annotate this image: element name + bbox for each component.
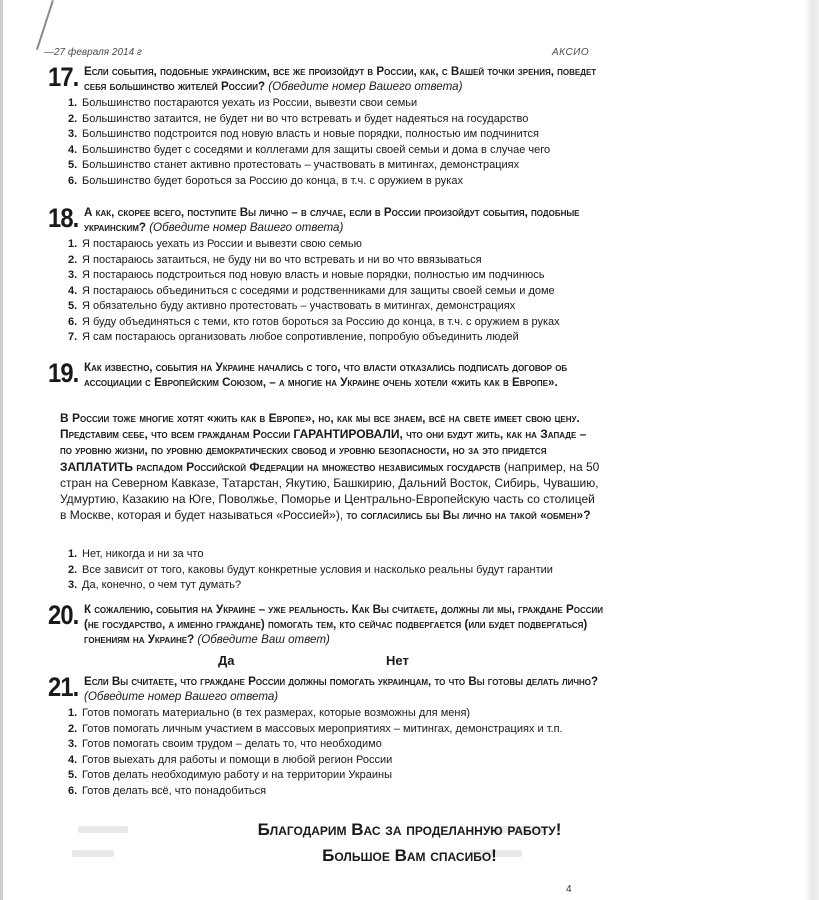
question-text: Если события, подобные украинским, все же произойдут в России, как, с Вашей точки зрения, поведет себя большинство жителей России? (Обведите номер Вашего ответа) [84, 65, 597, 93]
thanks-line-1: Благодарим Вас за проделанную работу! [257, 820, 562, 839]
question-number: 19. [48, 358, 79, 388]
answer-option[interactable]: 1. Большинство постараются уехать из России, вывезти свои семьи [68, 97, 418, 109]
question-text: А как, скорее всего, поступите Вы лично – в случае, если в России произойдут события, подобные украинским? (Обведите номер Вашего ответа) [84, 206, 580, 234]
answer-option[interactable]: 5. Большинство станет активно протестовать – участвовать в митингах, демонстрациях [68, 159, 520, 171]
answer-option[interactable]: 2. Готов помогать личным участием в массовых мероприятиях – митингах, демонстрациях и т.п. [68, 722, 563, 735]
answer-option[interactable]: 4. Готов выехать для работы и помощи в любой регион России [68, 753, 393, 766]
answer-option[interactable]: 5. Готов делать необходимую работу и на территории Украины [68, 769, 393, 781]
question-19-paragraph: В России тоже многие хотят «жить как в Европе», но, как мы все знаем, всё на свете имеет свою цену. Представим себе, что всем гражданам России ГАРАНТИРОВАЛИ, что они будут жить, как на Западе – по уровню жизни, по уровню демократических свобод и уровню безопасности, но за это придется ЗАПЛАТИТЬ распадом Российской Федерации на множество независимых государств (например, на 50 стран на Северном Кавказе, Татарстан, Якутию, Башкирию, Дальний Восток, Сибирь, Чувашию, Удмуртию, Казакию на Юге, Поволжье, Поморье и Центрально-Европейскую часть со столицей в Москве, которая и будет называться «Россией»), то согласились бы Вы лично на такой «обмен»? [60, 411, 600, 523]
scan-edge [805, 0, 819, 900]
answer-list [48, 237, 608, 346]
question-text: Как известно, события на Украине начались с того, что власти отказались подписать договор об ассоциации с Европейским Союзом, – а многие на Украине очень хотели «жить как в Европе». [84, 361, 568, 389]
question-number: 21. [48, 672, 79, 702]
answer-option[interactable]: 6. Я буду объединяться с теми, кто готов бороться за Россию до конца, в т.ч. с оружием в руках [68, 315, 560, 328]
question-text: К сожалению, события на Украине – уже реальность. Как Вы считаете, должны ли мы, граждане России (не государство, а именно граждане) помогать тем, кто сейчас подвергается (или будет подвергаться) гонениям на Украине? (Обведите Ваш ответ) [84, 603, 604, 646]
answer-list [48, 706, 608, 799]
answer-option[interactable]: 2. Все зависит от того, каковы будут конкретные условия и насколько реальны будут гарантии [68, 563, 553, 576]
answer-yes[interactable]: Да [218, 653, 235, 668]
answer-option[interactable]: 5. Я обязательно буду активно протестовать – участвовать в митингах, демонстрациях [68, 300, 516, 312]
answer-option[interactable]: 4. Большинство будет с соседями и коллегами для защиты своей семьи и дома в случае чего [68, 143, 551, 156]
header-date: —27 февраля 2014 г [44, 47, 142, 58]
question-21 [48, 674, 608, 799]
answer-option[interactable]: 4. Я постараюсь объединиться с соседями и родственниками для защиты своей семьи и доме [68, 284, 555, 297]
answer-option[interactable]: 1. Готов помогать материально (в тех размерах, которые возможны для меня) [68, 707, 471, 719]
answer-option[interactable]: 3. Большинство подстроится под новую власть и новые порядки, полностью им подчинится [68, 128, 540, 140]
answer-option[interactable]: 1. Я постараюсь уехать из России и вывезти свою семью [68, 238, 362, 250]
answer-option[interactable]: 2. Я постараюсь затаиться, не буду ни во что встревать и ни во что ввязываться [68, 253, 482, 266]
question-19 [48, 360, 608, 390]
question-hint: (Обведите номер Вашего ответа) [149, 221, 344, 234]
answer-option[interactable]: 3. Я постараюсь подстроиться под новую власть и новые порядки, полностью им подчинюсь [68, 269, 545, 281]
question-hint: (Обведите номер Вашего ответа) [268, 80, 463, 93]
emphasis-guaranteed: ГАРАНТИРОВАЛИ [293, 427, 400, 442]
question-text: Если Вы считаете, что граждане России должны помогать украинцам, то что Вы готовы делать лично? (Обведите номер Вашего ответа) [84, 675, 599, 703]
answer-option[interactable]: 6. Готов делать всё, что понадобиться [68, 784, 267, 797]
page-number: 4 [566, 884, 572, 895]
question-hint: (Обведите номер Вашего ответа) [84, 690, 279, 703]
question-17 [48, 64, 608, 189]
answer-option[interactable]: 3. Да, конечно, о чем тут думать? [68, 579, 242, 591]
answer-option[interactable]: 2. Большинство затаится, не будет ни во что встревать и будет надеяться на государство [68, 112, 529, 125]
answer-list [48, 547, 628, 594]
question-hint: (Обведите Ваш ответ) [197, 633, 330, 646]
thanks-line-2: Большое Вам спасибо! [322, 846, 497, 865]
answer-option[interactable]: 1. Нет, никогда и ни за что [68, 548, 204, 560]
question-20 [48, 602, 608, 647]
header-org: АКСИО [552, 47, 590, 58]
question-number: 20. [48, 600, 79, 630]
answer-list [48, 96, 608, 189]
question-18 [48, 205, 608, 346]
scan-edge [0, 0, 3, 900]
answer-no[interactable]: Нет [386, 653, 409, 668]
emphasis-pay: ЗАПЛАТИТЬ [60, 459, 134, 474]
question-number: 17. [48, 62, 79, 92]
question-number: 18. [48, 203, 79, 233]
answer-option[interactable]: 7. Я сам постараюсь организовать любое сопротивление, попробую объединить людей [68, 331, 519, 343]
answer-option[interactable]: 6. Большинство будет бороться за Россию до конца, в т.ч. с оружием в руках [68, 174, 463, 187]
scan-mark [36, 0, 54, 50]
answer-option[interactable]: 3. Готов помогать своим трудом – делать то, что необходимо [68, 738, 382, 750]
